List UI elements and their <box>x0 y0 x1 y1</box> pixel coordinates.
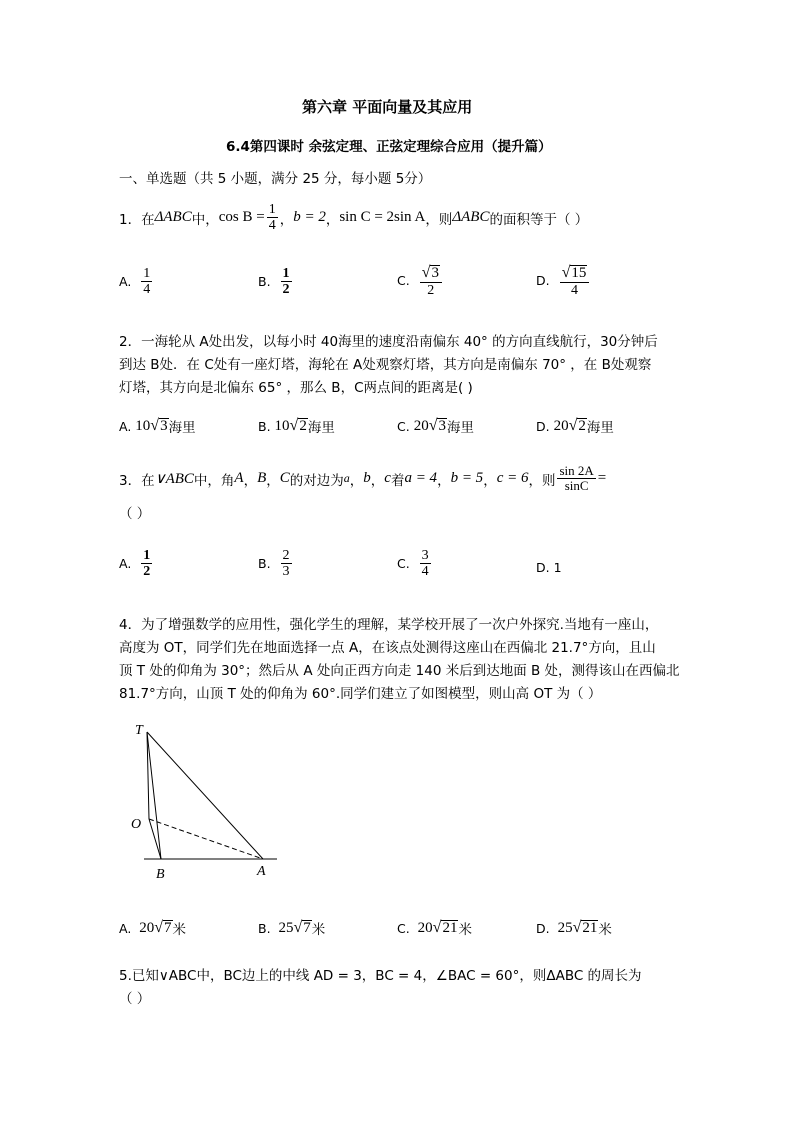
q1-prefix: 1．在 <box>119 211 155 228</box>
lesson-title: 6.4第四课时 余弦定理、正弦定理综合应用（提升篇） <box>226 139 552 155</box>
q4-option-d[interactable]: D. 25 √ 21 米 <box>536 919 612 938</box>
question-3-paren: （ ） <box>119 506 151 522</box>
q1-then: ，则 <box>425 211 453 228</box>
question-4-line-4: 81.7°方向，山顶 T 处的仰角为 60°.同学们建立了如图模型，则山高 OT 为（ ） <box>119 686 602 702</box>
q3-option-a[interactable]: A. $\frac{1}{2}$ <box>119 548 151 580</box>
q1-triangle-2: ΔABC <box>452 209 490 226</box>
q4-figure <box>120 715 290 885</box>
question-2-line-3: 灯塔，其方向是北偏东 65° ，那么 B，C两点间的距离是( ) <box>119 380 473 396</box>
q3-fraction: $\frac{\sin 2A}{\sin C}$ <box>559 463 594 494</box>
q1-triangle: ΔABC <box>154 209 192 226</box>
q3-option-b[interactable]: B. $\frac{2}{3}$ <box>258 548 290 580</box>
question-4-line-2: 高度为 OT，同学们先在地面选择一点 A，在该点处测得这座山在西偏北 21.7°方向，且山 <box>119 640 656 656</box>
q1-sinC: sin C = 2sin A <box>339 209 426 226</box>
q1-option-d[interactable]: D. √ 15 4 <box>536 264 591 298</box>
q4-option-b[interactable]: B. 25 √ 7 米 <box>258 919 326 938</box>
q1-mid: 中， <box>191 211 219 228</box>
q4-option-c[interactable]: C. 20 √ 21 米 <box>397 919 472 938</box>
q3-option-d[interactable]: D. 1 <box>536 560 562 575</box>
question-3: 3．在 ∨ABC 中，角 A ， B ， C 的对边为 a ， b ， c 着 a = 4 ， b = 5 ， c = 6 ，则 $\frac{\sin 2A}{\sin C}$ = <box>119 463 607 494</box>
question-2-line-2: 到达 B处．在 C处有一座灯塔，海轮在 A处观察灯塔，其方向是南偏东 70° ，在 B处观察 <box>119 357 652 373</box>
q1-area: 的面积等于（ ） <box>489 211 589 228</box>
fig-label-B: B <box>156 867 165 882</box>
q2-option-b[interactable]: B. 10 √ 2 海里 <box>258 417 335 436</box>
q1-option-b[interactable]: B. $\frac{1}{2}$ <box>258 266 290 298</box>
q3-option-c[interactable]: C. $\frac{3}{4}$ <box>397 548 429 580</box>
question-5-line-1: 5.已知∨ABC中，BC边上的中线 AD = 3，BC = 4，∠BAC = 60°，则ΔABC 的周长为 <box>119 968 642 984</box>
q1-option-a[interactable]: A. $\frac{1}{4}$ <box>119 266 151 298</box>
q1-option-c[interactable]: C. √ 3 2 <box>397 264 444 298</box>
section-heading: 一、单选题（共 5 小题，满分 25 分，每小题 5分） <box>119 171 432 187</box>
q1-b: b = 2 <box>293 209 326 226</box>
question-2-line-1: 2．一海轮从 A处出发，以每小时 40海里的速度沿南偏东 40° 的方向直线航行，30分钟后 <box>119 334 658 350</box>
q4-option-a[interactable]: A. 20 √ 7 米 <box>119 919 187 938</box>
q2-option-d[interactable]: D. 20 √ 2 海里 <box>536 417 614 436</box>
q1-cosB: cos B = <box>218 209 265 226</box>
fig-label-T: T <box>135 723 143 738</box>
fig-label-A: A <box>257 864 266 879</box>
q2-option-c[interactable]: C. 20 √ 3 海里 <box>397 417 474 436</box>
question-4-line-3: 顶 T 处的仰角为 30°；然后从 A 处向正西方向走 140 米后到达地面 B 处，测得该山在西偏北 <box>119 663 680 679</box>
q2-option-a[interactable]: A. 10 √ 3 海里 <box>119 417 196 436</box>
chapter-title: 第六章 平面向量及其应用 <box>302 98 473 116</box>
fig-label-O: O <box>131 817 142 832</box>
question-4-line-1: 4．为了增强数学的应用性，强化学生的理解，某学校开展了一次户外探究.当地有一座山， <box>119 617 659 633</box>
fig-line-OA <box>149 819 263 859</box>
q1-fraction: $\frac{1}{4}$ <box>268 202 276 234</box>
fig-line-TB <box>147 732 161 859</box>
q3-triangle: ∨ABC <box>154 471 194 488</box>
fig-line-TA <box>147 732 263 859</box>
question-5-line-2: （ ） <box>119 991 151 1007</box>
question-1: 1．在 ΔABC 中， cos B = $\frac{1}{4}$ ， b = 2 ， sin C = 2sin A ，则 ΔABC 的面积等于（ ） <box>119 202 589 234</box>
